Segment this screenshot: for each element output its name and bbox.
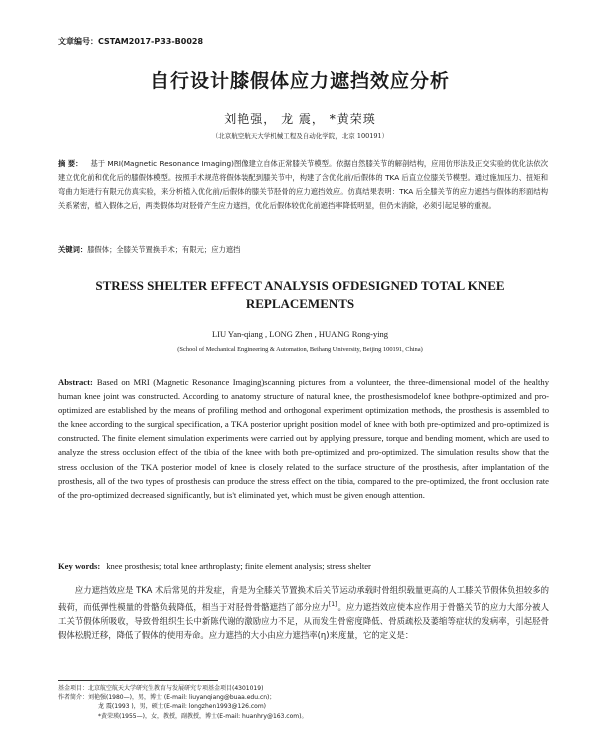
body-text-part-2: 。应力遮挡效应使本应作用于骨骼关节的应力大部分被人工关节假体所吸收，导致骨组织生长中新陈代谢的激励应力不足，从而发生骨密度降低、骨质疏松及萎缩等症状的发病率，引起胫骨假体松脱迁移，降低了假体的使用寿命。应力遮挡的大小由应力遮挡率(η)来度量，它的定义是： [58,601,549,641]
footnote-author-1: 作者简介：刘艳强(1980—)，男，博士 (E-mail: liuyanqiang@buaa.edu.cn)； [58,694,276,702]
keywords-chinese-text: 膝假体；全膝关节置换手术；有限元；应力遮挡 [87,245,241,254]
body-paragraph [58,583,549,643]
keywords-english [58,561,549,571]
footnote-divider [58,680,218,681]
citation-ref[interactable]: [1] [328,600,338,608]
abstract-english [58,375,549,502]
keywords-english-text: knee prosthesis; total knee arthroplasty; finite element analysis; stress shelter [106,561,371,571]
affiliation-english: (School of Mechanical Engineering & Automation, Beihang University, Beijing 100191, China) [177,346,423,353]
affiliation-chinese: （北京航空航天大学机械工程及自动化学院，北京 100191） [211,132,389,140]
paper-title-chinese: 自行设计膝假体应力遮挡效应分析 [149,70,450,92]
body-text-part-1: 应力遮挡效应是 TKA 术后常见的并发症，肯是为全膝关节置换术后关节运动承载时骨组织载量更高的人工膝关节假体负担较多的载荷，而低弹性模量的骨骼负载降低，相当于对胫骨骨骼遮挡了部分应力 [58,585,549,612]
abstract-chinese [58,157,548,213]
paper-title-english: STRESS SHELTER EFFECT ANALYSIS OFDESIGNED TOTAL KNEE REPLACEMENTS [95,278,505,311]
abstract-english-label: Abstract: [58,377,93,387]
authors-english: LIU Yan-qiang , LONG Zhen , HUANG Rong-ying [211,329,389,339]
keywords-english-label: Key words: [58,561,101,571]
keywords-chinese-label: 关键词： [58,245,88,254]
article-number: 文章编号：CSTAM2017-P33-B0028 [58,37,204,46]
footnote-funding: 基金项目：北京航空航天大学研究生教育与发展研究专项基金项目(4301019) [58,685,264,692]
footnotes [58,684,549,721]
footnote-author-3: *黄荣瑛(1955—)，女，教授，副教授，博士(E-mail: huanhry@163.com)。 [98,712,308,720]
abstract-chinese-label: 摘 要： [58,159,83,168]
abstract-english-text: Based on MRI (Magnetic Resonance Imaging)scanning pictures from a volunteer, the three-dimensional model of the healthy human knee joint was constructed. According to anatomy structure of natural knee, the prosthesismodelof knee bothpre-optimized and pro-optimized are established by the means of profiling method and orthogonal experiment optimization methods, the prosthesis is assembled to the knee according to the surgical specification, a TKA posterior upright position model of knee with both pre-optimized and pro-optimized is constructed. The finite element simulation experiments were carried out by applying pressure, torque and bending moment, which are used to analyze the stress occlusion effect of the tibia of the knee with both pre-optimized and pro-optimized. The simulation results show that the stress occlusion of the TKA posterior model of knee is closely related to the surface structure of the prosthesis, after implantation of the prosthesis, all of the two types of prosthesis can produce the stress effect on the tibia, compared to the pre-optimized, the front occlusion rate of the pro-optimized decreased significantly, but is't eliminated yet, which must be given enough attention. [58,377,549,500]
abstract-chinese-text: 基于 MRI(Magnetic Resonance Imaging)图像建立自体正常膝关节模型。依据自然膝关节的解剖结构，应用仿形法及正交实验的优化法依次建立优化前和优化后的膝假体模型。按照手术规范将假体装配到膝关节中，构建了含优化前/后假体的 TKA 后直立位膝关节模型。通过施加压力、扭矩和弯曲力矩进行有限元仿真实验，来分析植入优化前/后假体的膝关节胫骨的应力遮挡效应。仿真结果表明：TKA 后全膝关节的应力遮挡与假体的形面结构关系紧密，植入假体之后，两类假体均对胫骨产生应力遮挡，优化后假体较优化前遮挡率降低明显，但仍未消除，必须引起足够的重视。 [58,159,548,210]
keywords-chinese [58,245,548,255]
authors-chinese: 刘艳强， 龙 震， *黄荣瑛 [224,112,376,126]
footnote-author-2: 龙 震(1993 )，男，硕士(E-mail: longzhen1993@126.com) [98,703,267,711]
